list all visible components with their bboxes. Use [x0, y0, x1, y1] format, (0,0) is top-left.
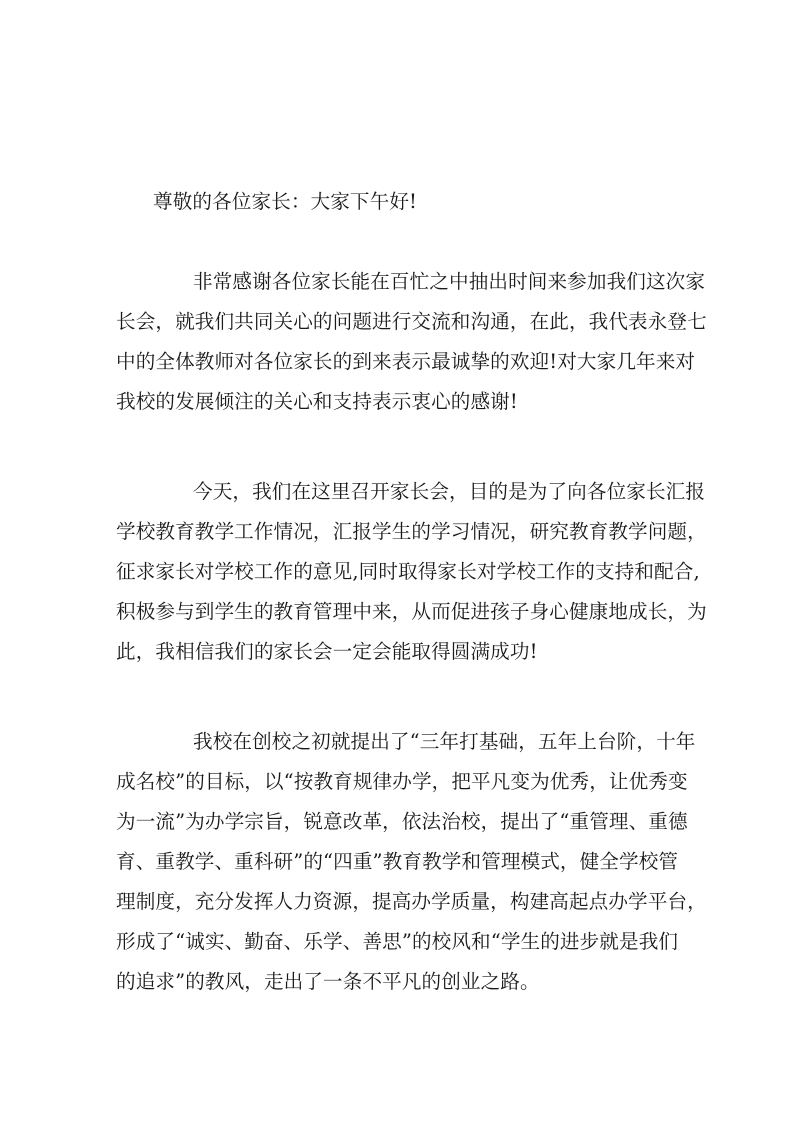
- paragraph-line: 今天，我们在这里召开家长会，目的是为了向各位家长汇报: [193, 480, 706, 503]
- paragraph-line: 为一流”为办学宗旨，锐意改革，依法治校，提出了“重管理、重德: [116, 810, 688, 833]
- paragraph-line: 积极参与到学生的教育管理中来，从而促进孩子身心健康地成长，为: [116, 600, 707, 623]
- paragraph-line: 中的全体教师对各位家长的到来表示最诚挚的欢迎!对大家几年来对: [116, 350, 696, 373]
- paragraph-line: 我校的发展倾注的关心和支持表示衷心的感谢!: [116, 390, 518, 413]
- paragraph-line: 育、重教学、重科研”的“四重”教育教学和管理模式，健全学校管: [116, 850, 679, 873]
- paragraph-line: 的追求”的教风，走出了一条不平凡的创业之路。: [116, 970, 540, 993]
- greeting: 尊敬的各位家长：大家下午好!: [153, 190, 417, 213]
- paragraph-line: 长会，就我们共同关心的问题进行交流和沟通，在此，我代表永登七: [116, 310, 707, 333]
- paragraph-line: 形成了“诚实、勤奋、乐学、善思”的校风和“学生的进步就是我们: [116, 930, 679, 953]
- paragraph-line: 此，我相信我们的家长会一定会能取得圆满成功!: [116, 640, 538, 663]
- paragraph-line: 征求家长对学校工作的意见,同时取得家长对学校工作的支持和配合,: [116, 560, 700, 583]
- paragraph-line: 成名校”的目标，以“按教育规律办学，把平凡变为优秀，让优秀变: [116, 770, 688, 793]
- paragraph-line: 我校在创校之初就提出了“三年打基础，五年上台阶，十年: [193, 730, 696, 753]
- paragraph-line: 非常感谢各位家长能在百忙之中抽出时间来参加我们这次家: [193, 270, 706, 293]
- paragraph-line: 理制度，充分发挥人力资源，提高办学质量，构建高起点办学平台，: [116, 890, 707, 913]
- paragraph-line: 学校教育教学工作情况，汇报学生的学习情况，研究教育教学问题，: [116, 520, 707, 543]
